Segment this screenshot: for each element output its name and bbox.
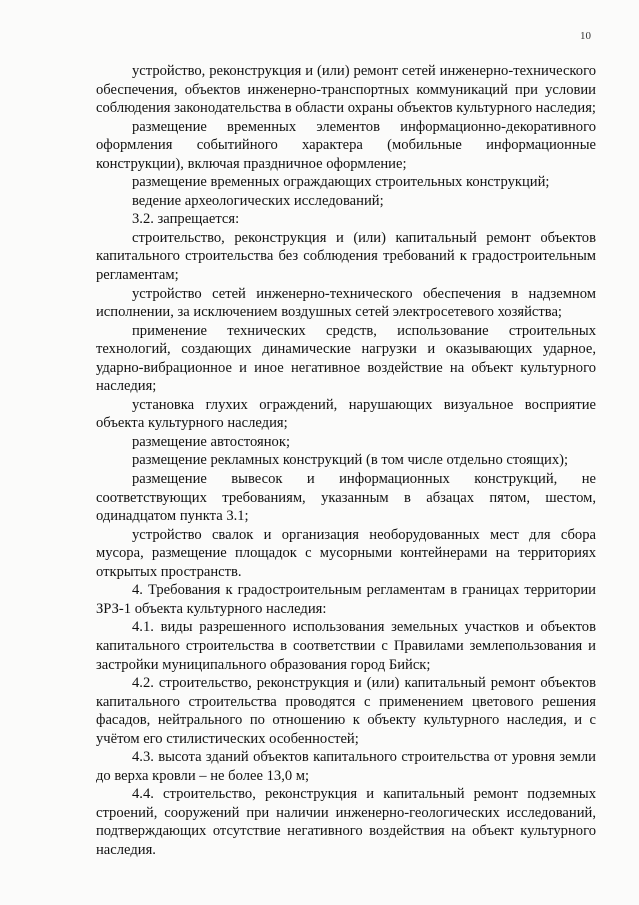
paragraph: применение технических средств, использование строительных технологий, создающих динамические нагрузки и оказывающих ударное, ударно-вибрационное и иное негативное воздействие на объект культурного наследия;: [96, 322, 596, 395]
paragraph: 4.4. строительство, реконструкция и капитальный ремонт подземных строений, сооружений при наличии инженерно-геологических исследований, подтверждающих отсутствие негативного воздействия на объект культурного наследия.: [96, 786, 596, 858]
paragraph: установка глухих ограждений, нарушающих визуальное восприятие объекта культурного наследия;: [96, 396, 596, 432]
paragraph: 4. Требования к градостроительным регламентам в границах территории ЗРЗ-1 объекта культурного наследия:: [96, 582, 596, 617]
paragraph: размещение рекламных конструкций (в том числе отдельно стоящих);: [132, 452, 569, 469]
paragraph: устройство, реконструкция и (или) ремонт сетей инженерно-технического обеспечения, объектов инженерно-транспортных коммуникаций при условии соблюдения законодательства в области охраны объектов культурного наследия;: [96, 63, 596, 117]
paragraph: размещение временных ограждающих строительных конструкций;: [132, 174, 550, 191]
paragraph: строительство, реконструкция и (или) капитальный ремонт объектов капитального строительства без соблюдения требований к градостроительным регламентам;: [96, 229, 596, 284]
paragraph: ведение археологических исследований;: [132, 192, 384, 209]
paragraph: 3.2. запрещается:: [132, 211, 240, 228]
paragraph: 4.3. высота зданий объектов капитального строительства от уровня земли до верха кровли – не более 13,0 м;: [96, 749, 596, 784]
document-body: [96, 62, 596, 860]
paragraph: 4.2. строительство, реконструкция и (или) капитальный ремонт объектов капитального строительства проводятся с применением цветового решения фасадов, нейтрального по отношению к объекту культурного наследия, и с учётом его стилистических особенностей;: [96, 675, 596, 747]
paragraph: устройство сетей инженерно-технического обеспечения в надземном исполнении, за исключением воздушных сетей электросетевого хозяйства;: [96, 285, 596, 321]
paragraph: размещение вывесок и информационных конструкций, не соответствующих требованиям, указанным в абзацах пятом, шестом, одинадцатом пункта 3.1;: [96, 471, 596, 525]
paragraph: устройство свалок и организация необорудованных мест для сбора мусора, размещение площадок с мусорными контейнерами на территориях открытых пространств.: [96, 526, 596, 580]
paragraph: размещение временных элементов информационно-декоративного оформления событийного характера (мобильные информационные конструкции), включая праздничное оформление;: [96, 118, 596, 172]
paragraph: размещение автостоянок;: [132, 433, 291, 450]
page-number: 10: [580, 30, 591, 42]
paragraph: 4.1. виды разрешенного использования земельных участков и объектов капитального строительства в соответствии с Правилами землепользования и застройки муниципального образования город Бийск;: [96, 619, 596, 673]
